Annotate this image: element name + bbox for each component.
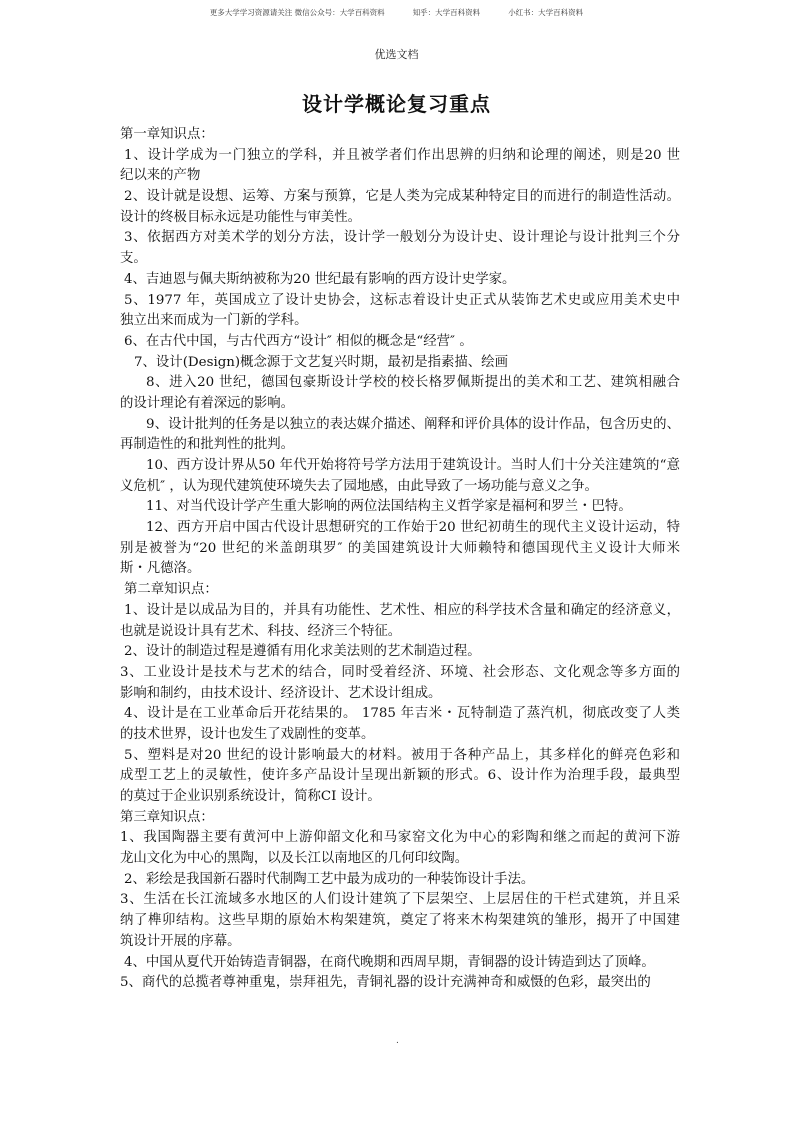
text-line: 第三章知识点： bbox=[120, 809, 214, 825]
text-line: 第一章知识点： bbox=[120, 127, 214, 142]
text-line: 再制造性的和批判性的批判。 bbox=[120, 437, 295, 453]
text-line: 龙山文化为中心的黑陶，以及长江以南地区的几何印纹陶。 bbox=[120, 851, 469, 867]
paragraph bbox=[120, 601, 680, 642]
text-line: 别是被誉为“20 世纪的米盖朗琪罗″ 的美国建筑设计大师赖特和德国现代主义设计大师米 bbox=[120, 540, 680, 556]
text-line: 3、工业设计是技术与艺术的结合，同时受着经济、环境、社会形态、文化观念等多方面的 bbox=[120, 664, 680, 680]
text-line: 影响和制约，由技术设计、经济设计、艺术设计组成。 bbox=[120, 685, 442, 701]
text-line: 支。 bbox=[120, 251, 147, 267]
paragraph bbox=[120, 953, 680, 974]
text-line: 3、依据西方对美术学的划分方法，设计学一般划分为设计史、设计理论与设计批判三个分 bbox=[124, 230, 680, 246]
paragraph bbox=[120, 332, 680, 353]
text-line: 10、西方设计界从50 年代开始将符号学方法用于建筑设计。当时人们十分关注建筑的“意 bbox=[146, 458, 680, 473]
chapter-heading bbox=[120, 808, 680, 829]
text-line: 第二章知识点： bbox=[124, 582, 218, 598]
paragraph bbox=[120, 890, 680, 952]
paragraph bbox=[120, 746, 680, 808]
paragraph bbox=[120, 146, 680, 187]
text-line: 1、设计是以成品为目的，并具有功能性、艺术性、相应的科学技术含量和确定的经济意义， bbox=[124, 602, 680, 618]
paragraph bbox=[120, 353, 680, 374]
paragraph bbox=[120, 663, 680, 704]
text-line: 4、设计是在工业革命后开花结果的。 1785 年吉米・瓦特制造了蒸汽机，彻底改变了人类 bbox=[124, 706, 680, 722]
paragraph bbox=[120, 518, 680, 580]
text-line: 11、对当代设计学产生重大影响的两位法国结构主义哲学家是福柯和罗兰・巴特。 bbox=[146, 499, 632, 515]
document-body bbox=[120, 125, 680, 994]
text-line: 12、西方开启中国古代设计思想研究的工作始于20 世纪初萌生的现代主义设计运动，特 bbox=[146, 520, 680, 536]
paragraph bbox=[120, 291, 680, 332]
text-line: 义危机″ ，认为现代建筑使环境失去了园地感，由此导致了一场功能与意义之争。 bbox=[120, 478, 598, 494]
text-line: 5、塑料是对20 世纪的设计影响最大的材料。被用于各种产品上，其多样化的鲜亮色彩和 bbox=[124, 747, 680, 763]
paragraph bbox=[120, 456, 680, 497]
chapter-heading bbox=[120, 125, 680, 146]
text-line: 纳了榫卯结构。这些早期的原始木构架建筑，奠定了将来木构架建筑的雏形，揭开了中国建 bbox=[120, 913, 680, 929]
text-line: 的设计理论有着深远的影响。 bbox=[120, 395, 295, 411]
text-line: 4、吉迪恩与佩夫斯纳被称为20 世纪最有影响的西方设计史学家。 bbox=[124, 271, 516, 287]
paragraph bbox=[120, 497, 680, 518]
paragraph bbox=[120, 373, 680, 414]
document-subtitle: 优选文档 bbox=[374, 48, 419, 61]
paragraph bbox=[120, 270, 680, 291]
paragraph bbox=[120, 415, 680, 456]
top-notice bbox=[0, 7, 793, 18]
text-line: 纪以来的产物 bbox=[120, 168, 201, 184]
text-line: 5、1977 年，英国成立了设计史协会，这标志着设计史正式从装饰艺术史或应用美术史中 bbox=[124, 292, 680, 308]
text-line: 7、设计(Design)概念源于文艺复兴时期，最初是指素描、绘画 bbox=[134, 354, 508, 370]
paragraph bbox=[120, 187, 680, 228]
paragraph bbox=[120, 870, 680, 891]
text-line: 9、设计批判的任务是以独立的表达媒介描述、阐释和评价具体的设计作品，包含历史的、 bbox=[146, 416, 680, 432]
page-title: 设计学概论复习重点 bbox=[302, 92, 491, 116]
text-line: 4、中国从夏代开始铸造青铜器，在商代晚期和西周早期，青铜器的设计铸造到达了顶峰。 bbox=[124, 954, 655, 970]
text-line: 2、设计的制造过程是遵循有用化求美法则的艺术制造过程。 bbox=[124, 644, 481, 660]
text-line: 2、彩绘是我国新石器时代制陶工艺中最为成功的一种装饰设计手法。 bbox=[124, 871, 535, 887]
text-line: 2、设计就是设想、运筹、方案与预算，它是人类为完成某种特定目的而进行的制造性活动。 bbox=[124, 189, 680, 205]
text-line: 筑设计开展的序幕。 bbox=[120, 933, 241, 949]
paragraph bbox=[120, 828, 680, 869]
notice-wechat: 更多大学学习资源请关注 微信公众号：大学百科资料 bbox=[209, 8, 385, 17]
text-line: 6、在古代中国，与古代西方“设计″ 相似的概念是“经营″ 。 bbox=[124, 333, 473, 349]
text-line: 的技术世界，设计也发生了戏剧性的变革。 bbox=[120, 726, 375, 742]
text-line: 8、进入20 世纪，德国包豪斯设计学校的校长格罗佩斯提出的美术和工艺、建筑相融合 bbox=[146, 375, 680, 391]
paragraph bbox=[120, 704, 680, 745]
text-line: 的莫过于企业识别系统设计，简称CI 设计。 bbox=[120, 789, 381, 804]
text-line: 设计的终极目标永远是功能性与审美性。 bbox=[120, 209, 362, 225]
text-line: 也就是说设计具有艺术、科技、经济三个特征。 bbox=[120, 623, 402, 639]
text-line: 1、设计学成为一门独立的学科，并且被学者们作出思辨的归纳和论理的阐述，则是20 世 bbox=[124, 147, 680, 163]
text-line: 1、我国陶器主要有黄河中上游仰韶文化和马家窑文化为中心的彩陶和继之而起的黄河下游 bbox=[120, 830, 680, 846]
text-line: 独立出来而成为一门新的学科。 bbox=[120, 313, 308, 329]
text-line: 5、商代的总揽者尊神重鬼，崇拜祖先，青铜礼器的设计充满神奇和威慑的色彩，最突出的 bbox=[120, 975, 651, 991]
text-line: 成型工艺上的灵敏性，使许多产品设计呈现出新颖的形式。6、设计作为治理手段，最典型 bbox=[120, 768, 680, 784]
footer-mark: . bbox=[396, 1036, 399, 1046]
paragraph bbox=[120, 228, 680, 269]
text-line: 3、生活在长江流域多水地区的人们设计建筑了下层架空、上层居住的干栏式建筑，并且采 bbox=[120, 892, 680, 908]
paragraph bbox=[120, 642, 680, 663]
chapter-heading bbox=[120, 580, 680, 601]
paragraph bbox=[120, 973, 680, 994]
notice-xiaohongshu: 小红书：大学百科资料 bbox=[508, 8, 584, 17]
text-line: 斯・凡德洛。 bbox=[120, 561, 201, 577]
notice-zhihu: 知乎：大学百科资料 bbox=[412, 8, 481, 17]
